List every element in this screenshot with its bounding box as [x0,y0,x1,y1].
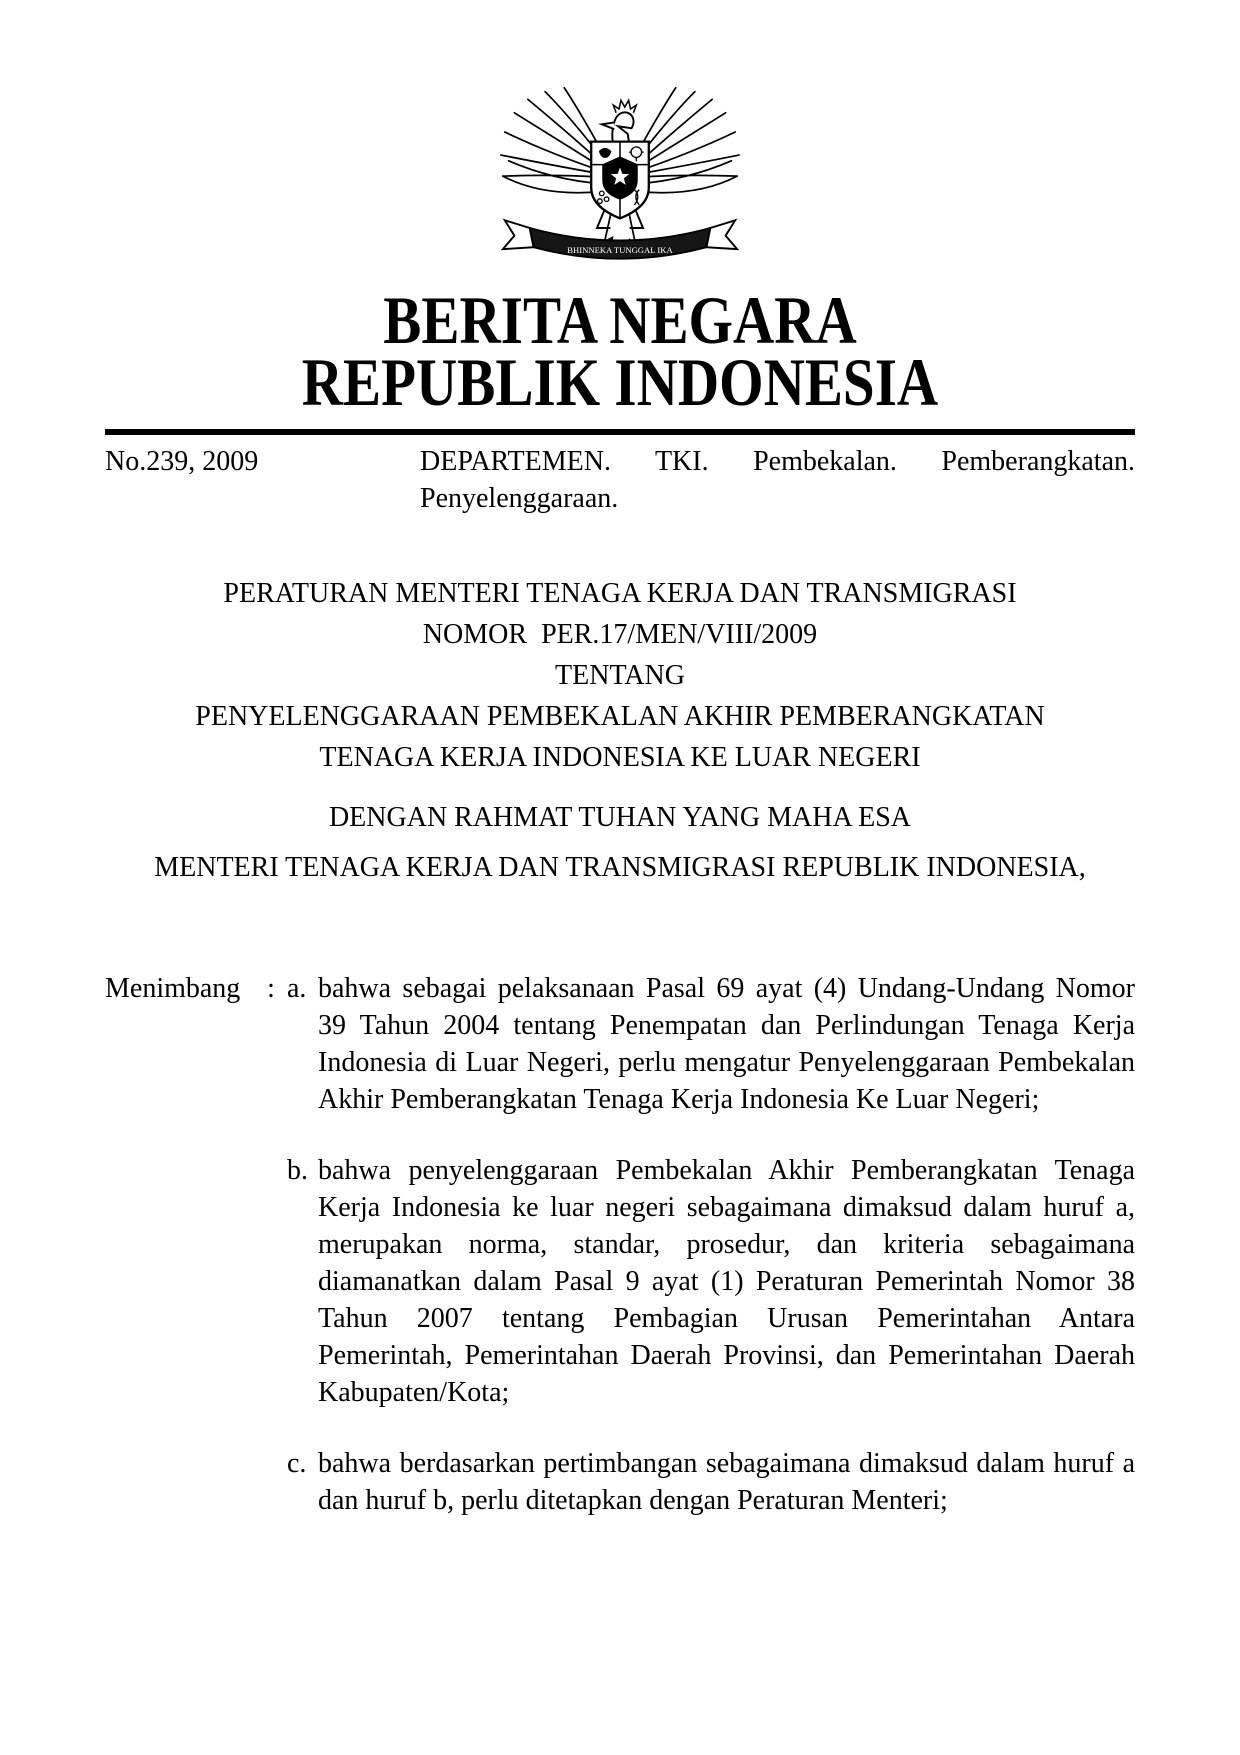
regulation-tentang: TENTANG [555,660,685,691]
garuda-pancasila-icon [495,84,745,276]
considerations-label: Menimbang [105,973,241,1004]
item-marker: a. [287,973,307,1004]
motto-text: BHINNEKA TUNGGAL IKA [567,244,673,255]
consideration-item-c [287,1445,1135,1519]
consideration-item-b [287,1152,1135,1411]
gazette-masthead-title [99,282,1141,420]
authority-line: MENTERI TENAGA KERJA DAN TRANSMIGRASI REPUBLIK INDONESIA, [154,852,1086,883]
gazette-meta-row [105,443,1135,517]
regulation-number: NOMOR PER.17/MEN/VIII/2009 [422,619,818,650]
consideration-item-a [287,970,1135,1118]
considerations-colon: : [267,973,275,1004]
invocation-line: DENGAN RAHMAT TUHAN YANG MAHA ESA [328,802,912,833]
regulation-subject-line1: PENYELENGGARAAN PEMBEKALAN AKHIR PEMBERANGKATAN [195,701,1045,732]
item-marker: b. [287,1155,308,1186]
regulation-subject-line2: TENAGA KERJA INDONESIA KE LUAR NEGERI [319,742,921,773]
regulation-title: PERATURAN MENTERI TENAGA KERJA DAN TRANSMIGRASI [223,578,1017,609]
item-text: bahwa berdasarkan pertimbangan sebagaimana dimaksud dalam huruf a dan huruf b, perlu ditetapkan dengan Peraturan Menteri; [318,1448,1135,1516]
item-text: bahwa penyelenggaraan Pembekalan Akhir Pemberangkatan Tenaga Kerja Indonesia ke luar negeri sebagaimana dimaksud dalam huruf a, merupakan norma, standar, prosedur, dan kriteria sebagaimana diamanatkan dalam Pasal 9 ayat (1) Peraturan Pemerintah Nomor 38 Tahun 2007 tentang Pembagian Urusan Pemerintahan Antara Pemerintah, Pemerintahan Daerah Provinsi, dan Pemerintahan Daerah Kabupaten/Kota; [318,1155,1135,1408]
pancasila-shield [591,142,649,219]
subject-keywords: DEPARTEMEN. TKI. Pembekalan. Pemberangkatan. Penyelenggaraan. [420,446,1135,514]
item-marker: c. [287,1448,307,1479]
issue-number: No.239, 2009 [105,446,259,477]
considerations-section [105,970,1135,1519]
garuda-emblem [495,84,745,281]
item-text: bahwa sebagai pelaksanaan Pasal 69 ayat (4) Undang-Undang Nomor 39 Tahun 2004 tentang Penempatan dan Perlindungan Tenaga Kerja Indonesia di Luar Negeri, perlu mengatur Penyelenggaraan Pembekalan Akhir Pemberangkatan Tenaga Kerja Indonesia Ke Luar Negeri; [318,973,1135,1115]
masthead-rule [105,429,1135,435]
considerations-list [287,970,1135,1519]
masthead-line1: BERITA NEGARA [383,282,857,358]
regulation-heading-block [105,573,1135,778]
masthead-line2: REPUBLIK INDONESIA [301,344,939,420]
